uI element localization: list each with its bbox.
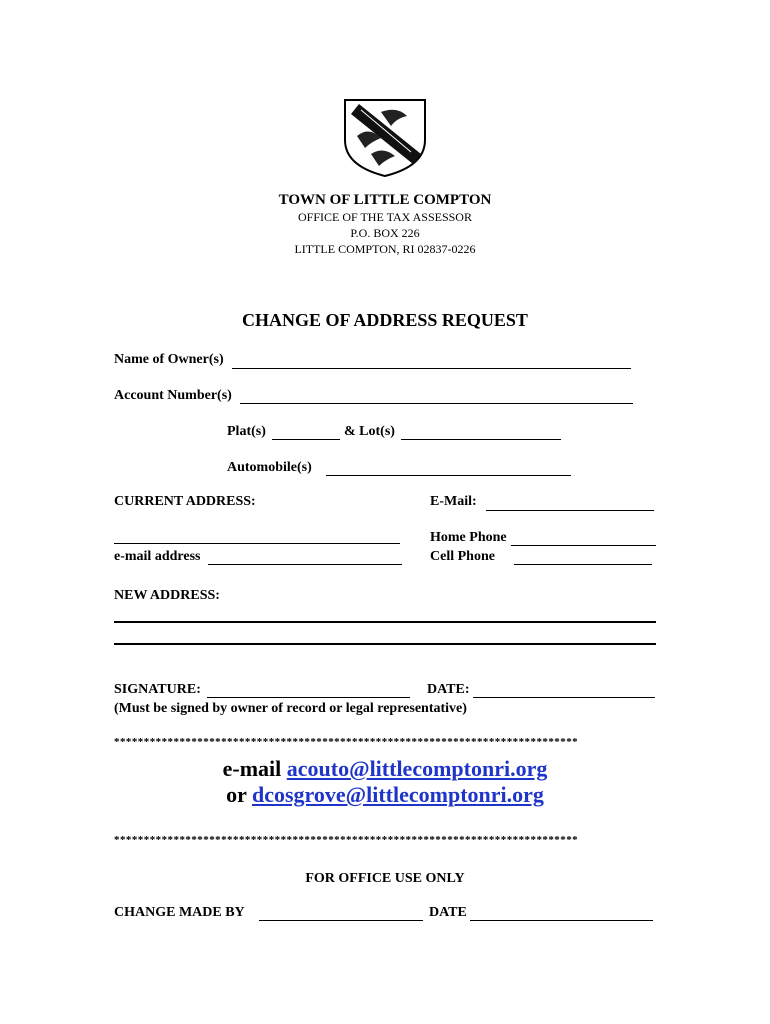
owner-label: Name of Owner(s) — [114, 352, 224, 367]
form-title: CHANGE OF ADDRESS REQUEST — [242, 310, 528, 330]
new-address-label: NEW ADDRESS: — [114, 588, 220, 603]
city-address: LITTLE COMPTON, RI 02837-0226 — [294, 242, 476, 256]
email-address-field[interactable] — [208, 564, 402, 565]
separator-stars-top: ****************************************************************************** — [114, 736, 579, 748]
signature-note: (Must be signed by owner of record or legal representative) — [114, 701, 467, 716]
date-label: DATE: — [427, 682, 470, 697]
automobile-field[interactable] — [326, 475, 571, 476]
change-made-by-field[interactable] — [259, 920, 423, 921]
office-name: OFFICE OF THE TAX ASSESSOR — [298, 210, 472, 224]
current-address-label: CURRENT ADDRESS: — [114, 494, 256, 509]
cell-phone-field[interactable] — [514, 564, 652, 565]
email-field[interactable] — [486, 510, 654, 511]
office-use-heading: FOR OFFICE USE ONLY — [305, 871, 465, 886]
email-address-label: e-mail address — [114, 549, 201, 564]
email-link-acouto[interactable]: acouto@littlecomptonri.org — [286, 756, 548, 781]
plat-label: Plat(s) — [227, 424, 266, 439]
separator-stars-bottom: ****************************************************************************** — [114, 834, 579, 846]
contact-prefix-2: or — [226, 782, 252, 807]
contact-line-1 — [0, 756, 770, 782]
current-address-field[interactable] — [114, 543, 400, 544]
email-link-dcosgrove[interactable]: dcosgrove@littlecomptonri.org — [251, 782, 544, 807]
home-phone-label: Home Phone — [430, 530, 507, 545]
account-label: Account Number(s) — [114, 388, 232, 403]
account-field[interactable] — [240, 403, 633, 404]
town-name: TOWN OF LITTLE COMPTON — [278, 192, 492, 208]
signature-label: SIGNATURE: — [114, 682, 201, 697]
office-date-field[interactable] — [470, 920, 653, 921]
office-date-label: DATE — [429, 905, 467, 920]
home-phone-field[interactable] — [511, 545, 656, 546]
signature-field[interactable] — [207, 697, 410, 698]
contact-prefix-1: e-mail — [222, 756, 287, 781]
change-made-by-label: CHANGE MADE BY — [114, 905, 245, 920]
new-address-line-2[interactable] — [114, 643, 656, 645]
town-seal-icon — [341, 96, 429, 178]
lot-label: & Lot(s) — [344, 424, 395, 439]
po-box: P.O. BOX 226 — [350, 226, 420, 240]
new-address-line-1[interactable] — [114, 621, 656, 623]
date-field[interactable] — [473, 697, 655, 698]
automobile-label: Automobile(s) — [227, 460, 312, 475]
plat-field[interactable] — [272, 439, 340, 440]
cell-phone-label: Cell Phone — [430, 549, 495, 564]
contact-line-2 — [0, 782, 770, 808]
owner-field[interactable] — [232, 368, 631, 369]
email-label: E-Mail: — [430, 494, 477, 509]
lot-field[interactable] — [401, 439, 561, 440]
